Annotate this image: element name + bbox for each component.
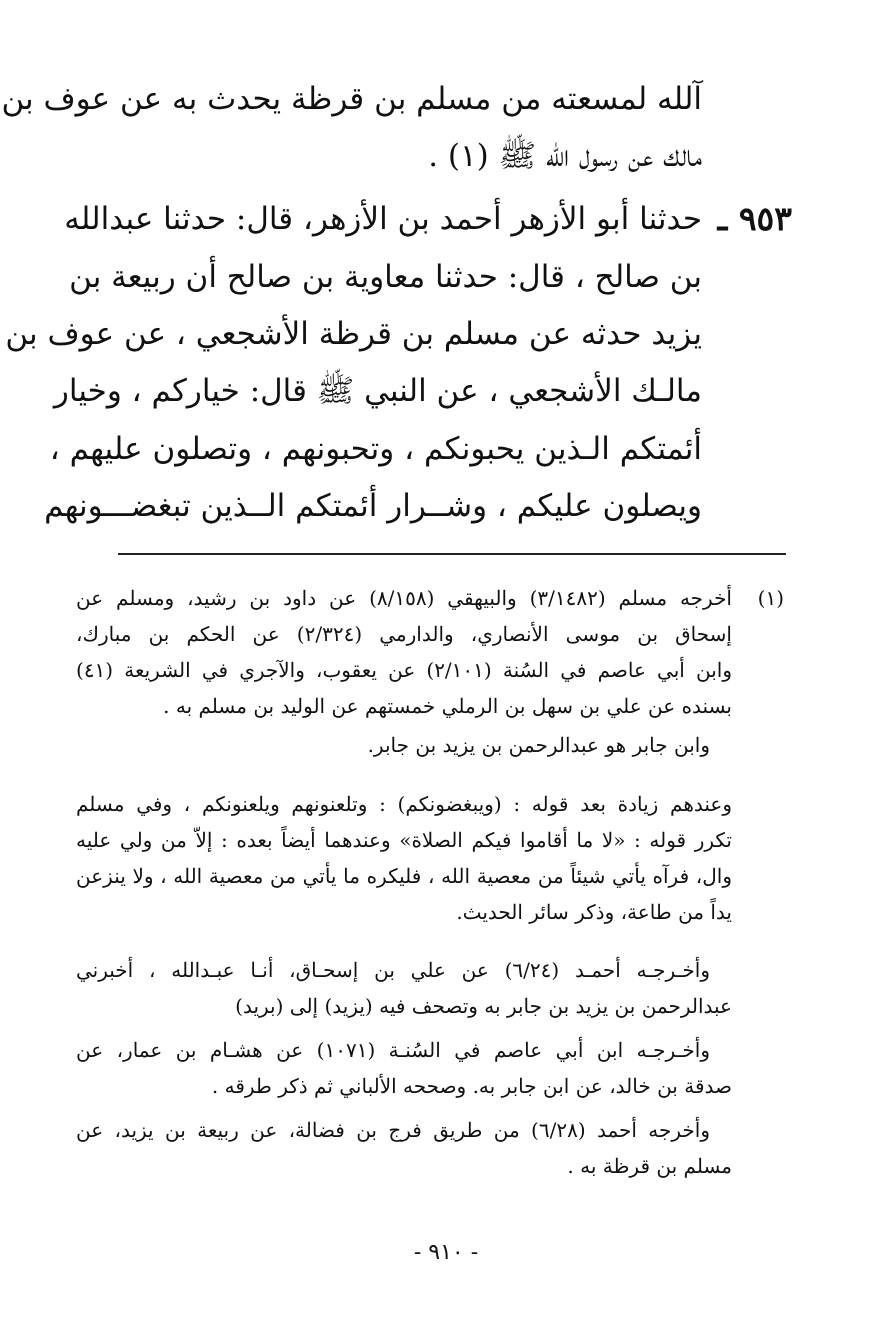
- footnote-line: وأخرجه أحمد (٦/٢٨) من طريق فرج بن فضالة، عن ربيعة بن يزيد، عن: [76, 1118, 710, 1142]
- footnote-line: وأخـرجـه ابن أبي عاصم في السُنـة (١٠٧١) عن هشـام بن عمار، عن: [76, 1038, 711, 1062]
- hadith-number: ٩٥٣ ـ: [717, 199, 792, 238]
- footnote-divider: [118, 553, 786, 555]
- footnote-line: يداً من طاعة، وذكر سائر الحديث.: [456, 900, 732, 924]
- main-text-line: حدثنا أبو الأزهر أحمد بن الأزهر، قال: حدثنا عبدالله: [64, 201, 702, 237]
- footnote-line: إسحاق بن موسى الأنصاري، والدارمي (٢/٣٢٤) عن الحكم بن مبارك،: [76, 622, 732, 646]
- footnote-line: وأخـرجـه أحمـد (٦/٢٤) عن علي بن إسحـاق، أنـا عبـدالله ، أخبرني: [76, 958, 710, 982]
- footnote-marker: (١): [757, 586, 784, 610]
- footnote-line: بسنده عن علي بن سهل بن الرملي خمستهم عن الوليد بن مسلم به .: [163, 694, 732, 718]
- main-text-line: بن صالح ، قال: حدثنا معاوية بن صالح أن ربيعة بن: [69, 259, 702, 295]
- footnote-line: صدقة بن خالد، عن ابن جابر به. وصححه الألباني ثم ذكر طرقه .: [211, 1074, 732, 1098]
- page-number: - ٩١٠ -: [413, 1240, 479, 1265]
- footnote-line: وابن جابر هو عبدالرحمن بن يزيد بن جابر.: [367, 733, 710, 757]
- footnote-line: مسلم بن قرظة به .: [567, 1154, 732, 1178]
- footnote-line: وال، فرآه يأتي شيئاً من معصية الله ، فليكره ما يأتي من معصية الله ، ولا ينزعن: [76, 864, 732, 888]
- main-text-line: مالـك الأشجعي ، عن النبي ﷺ قال: خياركم ، وخيار: [53, 373, 702, 409]
- main-text-line: أئمتكم الـذين يحبونكم ، وتحبونهم ، وتصلون عليهم ،: [49, 431, 702, 467]
- footnote-line: وابن أبي عاصم في السُنة (٢/١٠١) عن يعقوب، والآجري في الشريعة (٤١): [76, 658, 732, 682]
- footnote-line: وعندهم زيادة بعد قوله : (ويبغضونكم) : وتلعنونهم ويلعنونكم ، وفي مسلم: [76, 792, 732, 816]
- footnote-line: عبدالرحمن بن يزيد بن جابر به وتصحف فيه (يزيد) إلى (بريد): [235, 994, 732, 1018]
- main-text-line: مالك عن رسول الله ﷺ (١) .: [428, 138, 702, 174]
- footnote-line: تكرر قوله : «لا ما أقاموا فيكم الصلاة» وعندهما أيضاً بعده : إلاّ من ولي عليه: [76, 828, 732, 852]
- main-text-line: يزيد حدثه عن مسلم بن قرظة الأشجعي ، عن عوف بن: [5, 316, 702, 352]
- main-text-line: ويصلون عليكم ، وشــرار أئمتكم الــذين تبغضـــونهم: [44, 488, 702, 524]
- footnote-line: أخرجه مسلم (٣/١٤٨٢) والبيهقي (٨/١٥٨) عن داود بن رشيد، ومسلم عن: [76, 586, 732, 610]
- main-text-line: آلله لمسعته من مسلم بن قرظة يحدث به عن عوف بن: [1, 81, 702, 117]
